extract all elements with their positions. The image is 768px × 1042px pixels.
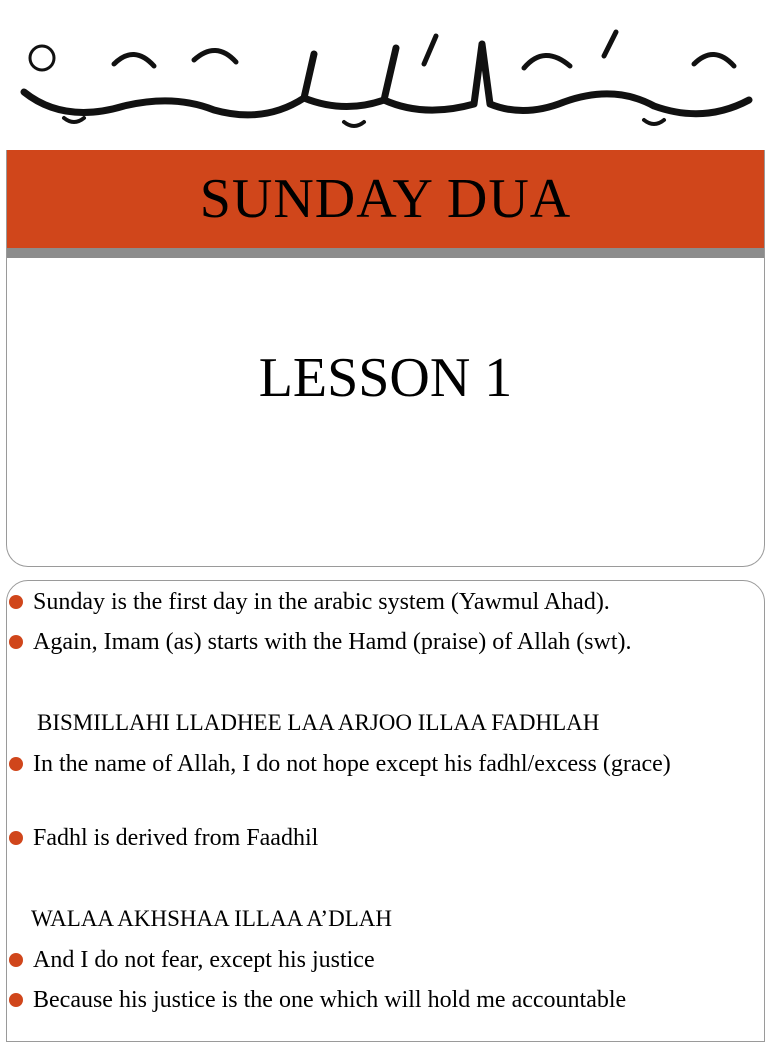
bullet-item (7, 747, 754, 781)
slide-title: SUNDAY DUA (199, 168, 572, 230)
dua-transliteration-heading: BISMILLAHI LLADHEE LAA ARJOO ILLAA FADHLAH (37, 710, 600, 735)
bullet-item (7, 821, 764, 855)
bullet-dot-icon (9, 595, 23, 609)
bullet-text: Because his justice is the one which will hold me accountable (33, 987, 627, 1013)
title-slide (6, 150, 765, 567)
bullet-text: And I do not fear, except his justice (33, 947, 375, 973)
bullet-text: Sunday is the first day in the arabic system (Yawmul Ahad). (33, 589, 610, 615)
bullet-dot-icon (9, 757, 23, 771)
lesson-subtitle: LESSON 1 (258, 347, 513, 409)
title-divider (7, 248, 764, 258)
bullet-dot-icon (9, 993, 23, 1007)
title-bar (7, 150, 764, 248)
dua-transliteration-heading: WALAA AKHSHAA ILLAA A’DLAH (31, 906, 392, 931)
content-slide (6, 580, 765, 1042)
bullet-dot-icon (9, 635, 23, 649)
bullet-item (7, 983, 764, 1017)
bullet-text: In the name of Allah, I do not hope except his fadhl/excess (grace) (33, 751, 671, 777)
bullet-dot-icon (9, 831, 23, 845)
bullet-item (7, 625, 764, 659)
bullet-dot-icon (9, 953, 23, 967)
bullet-item (7, 943, 764, 977)
calligraphy-image (4, 14, 764, 134)
bullet-item (7, 585, 764, 619)
bullet-text: Fadhl is derived from Faadhil (33, 825, 319, 851)
bismillah-calligraphy (0, 0, 768, 148)
bullet-text: Again, Imam (as) starts with the Hamd (praise) of Allah (swt). (33, 629, 632, 655)
